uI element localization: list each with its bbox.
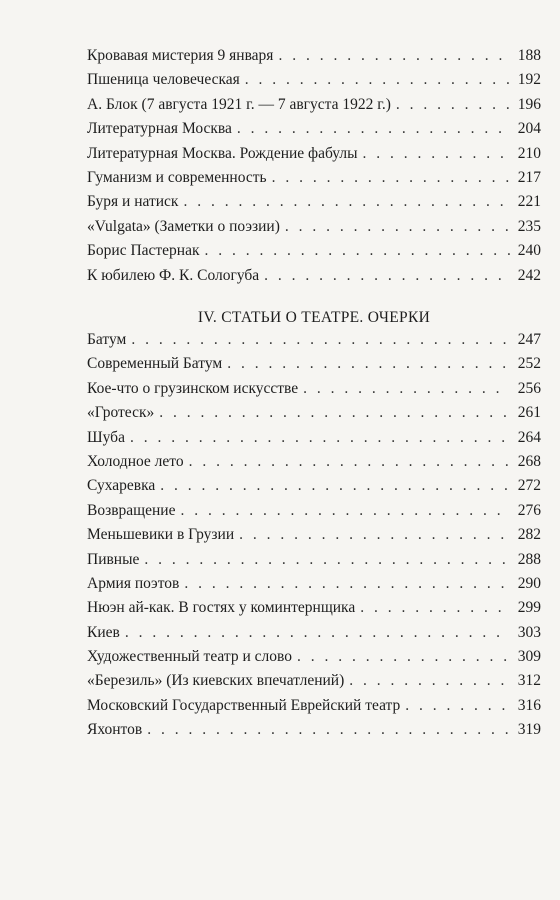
toc-entry-page: 264: [517, 428, 541, 446]
toc-entry-title: «Vulgata» (Заметки о поэзии): [87, 217, 280, 235]
section-heading: IV. СТАТЬИ О ТЕАТРЕ. ОЧЕРКИ: [197, 309, 431, 326]
toc-entry-title: Современный Батум: [87, 355, 223, 373]
toc-entry-title: Меньшевики в Грузии: [87, 526, 235, 544]
toc-entry-page: 299: [517, 599, 541, 617]
toc-entry-title: Киев: [87, 623, 120, 641]
dot-leader: [278, 44, 510, 68]
toc-entry: [87, 572, 541, 596]
toc-entry-page: 288: [517, 550, 541, 568]
toc-entry-page: 240: [517, 242, 541, 260]
dot-leader: [396, 93, 510, 117]
dot-leader: [297, 645, 510, 669]
toc-entry-page: 303: [517, 623, 541, 641]
toc-entry: [87, 596, 541, 620]
toc-entry-page: 192: [517, 71, 541, 89]
dot-leader: [227, 352, 510, 376]
toc-entry-page: 276: [517, 501, 541, 519]
dot-leader: [159, 401, 510, 425]
toc-entry-page: 261: [517, 404, 541, 422]
toc-list-top: [87, 44, 541, 288]
toc-entry: [87, 499, 541, 523]
dot-leader: [183, 190, 510, 214]
dot-leader: [405, 694, 510, 718]
dot-leader: [189, 450, 510, 474]
toc-entry-title: К юбилею Ф. К. Сологуба: [87, 266, 260, 284]
dot-leader: [362, 142, 510, 166]
toc-entry-title: А. Блок (7 августа 1921 г. — 7 августа 1922 г.): [87, 95, 391, 113]
toc-entry: [87, 117, 541, 141]
toc-entry: [87, 142, 541, 166]
toc-entry-page: 252: [517, 355, 541, 373]
toc-entry: [87, 190, 541, 214]
dot-leader: [130, 426, 510, 450]
toc-entry-title: Художественный театр и слово: [87, 648, 292, 666]
dot-leader: [239, 523, 510, 547]
toc-entry-title: Пшеница человеческая: [87, 71, 240, 89]
toc-entry: [87, 694, 541, 718]
toc-entry: [87, 166, 541, 190]
toc-entry: [87, 239, 541, 263]
toc-entry-page: 210: [517, 144, 541, 162]
dot-leader: [184, 572, 510, 596]
toc-entry: [87, 548, 541, 572]
toc-entry: [87, 264, 541, 288]
toc-entry: [87, 352, 541, 376]
toc-entry-title: Гуманизм и современность: [87, 168, 267, 186]
toc-list-bottom: [87, 328, 541, 743]
toc-entry-title: Пивные: [87, 550, 140, 568]
toc-entry-title: Сухаревка: [87, 477, 156, 495]
toc-entry: [87, 328, 541, 352]
toc-entry: [87, 450, 541, 474]
toc-entry: [87, 645, 541, 669]
toc-entry: [87, 474, 541, 498]
dot-leader: [245, 68, 510, 92]
toc-entry-page: 312: [517, 672, 541, 690]
toc-entry-page: 282: [517, 526, 541, 544]
toc-entry-page: 268: [517, 452, 541, 470]
toc-entry-title: Кровавая мистерия 9 января: [87, 47, 274, 64]
toc-entry-page: 247: [517, 331, 541, 348]
toc-entry-page: 204: [517, 120, 541, 138]
dot-leader: [360, 596, 510, 620]
toc-entry-title: «Гротеск»: [87, 404, 155, 422]
toc-entry-page: 242: [517, 266, 541, 284]
toc-entry-page: 309: [517, 648, 541, 666]
toc-entry-title: Шуба: [87, 428, 125, 446]
dot-leader: [144, 548, 510, 572]
toc-entry-title: Возвращение: [87, 501, 176, 519]
dot-leader: [237, 117, 510, 141]
toc-entry: [87, 621, 541, 645]
toc-entry: [87, 669, 541, 693]
toc-entry-title: Московский Государственный Еврейский театр: [87, 696, 401, 714]
toc-entry-page: 196: [517, 95, 541, 113]
dot-leader: [205, 239, 510, 263]
dot-leader: [131, 328, 510, 352]
toc-entry-title: Литературная Москва: [87, 120, 232, 138]
toc-entry-page: 188: [517, 47, 541, 64]
toc-entry-page: 217: [517, 168, 541, 186]
toc-entry-page: 256: [517, 379, 541, 397]
toc-entry: [87, 215, 541, 239]
toc-entry-page: 316: [517, 696, 541, 714]
dot-leader: [160, 474, 510, 498]
toc-entry-title: Батум: [87, 331, 127, 348]
dot-leader: [125, 621, 510, 645]
toc-entry: [87, 718, 541, 742]
toc-entry-title: «Березиль» (Из киевских впечатлений): [87, 672, 345, 690]
dot-leader: [272, 166, 510, 190]
toc-entry-title: Буря и натиск: [87, 193, 179, 211]
dot-leader: [180, 499, 510, 523]
toc-entry: [87, 426, 541, 450]
toc-entry-title: Литературная Москва. Рождение фабулы: [87, 144, 358, 162]
toc-entry-page: 235: [517, 217, 541, 235]
toc-entry-title: Нюэн ай-как. В гостях у коминтернщика: [87, 599, 356, 617]
toc-entry: [87, 377, 541, 401]
toc-entry: [87, 93, 541, 117]
dot-leader: [147, 718, 510, 742]
toc-entry: [87, 401, 541, 425]
toc-entry-title: Борис Пастернак: [87, 242, 200, 260]
toc-entry-title: Кое-что о грузинском искусстве: [87, 379, 299, 397]
dot-leader: [285, 215, 510, 239]
toc-entry-page: 290: [517, 574, 541, 592]
toc-entry: [87, 44, 541, 68]
toc-entry-page: 272: [517, 477, 541, 495]
toc-entry-title: Яхонтов: [87, 721, 143, 739]
toc-entry-page: 319: [517, 721, 541, 739]
toc-entry: [87, 68, 541, 92]
dot-leader: [303, 377, 510, 401]
dot-leader: [264, 264, 510, 288]
dot-leader: [349, 669, 510, 693]
toc-entry: [87, 523, 541, 547]
toc-entry-title: Холодное лето: [87, 452, 184, 470]
toc-entry-page: 221: [517, 193, 541, 211]
toc-entry-title: Армия поэтов: [87, 574, 180, 592]
